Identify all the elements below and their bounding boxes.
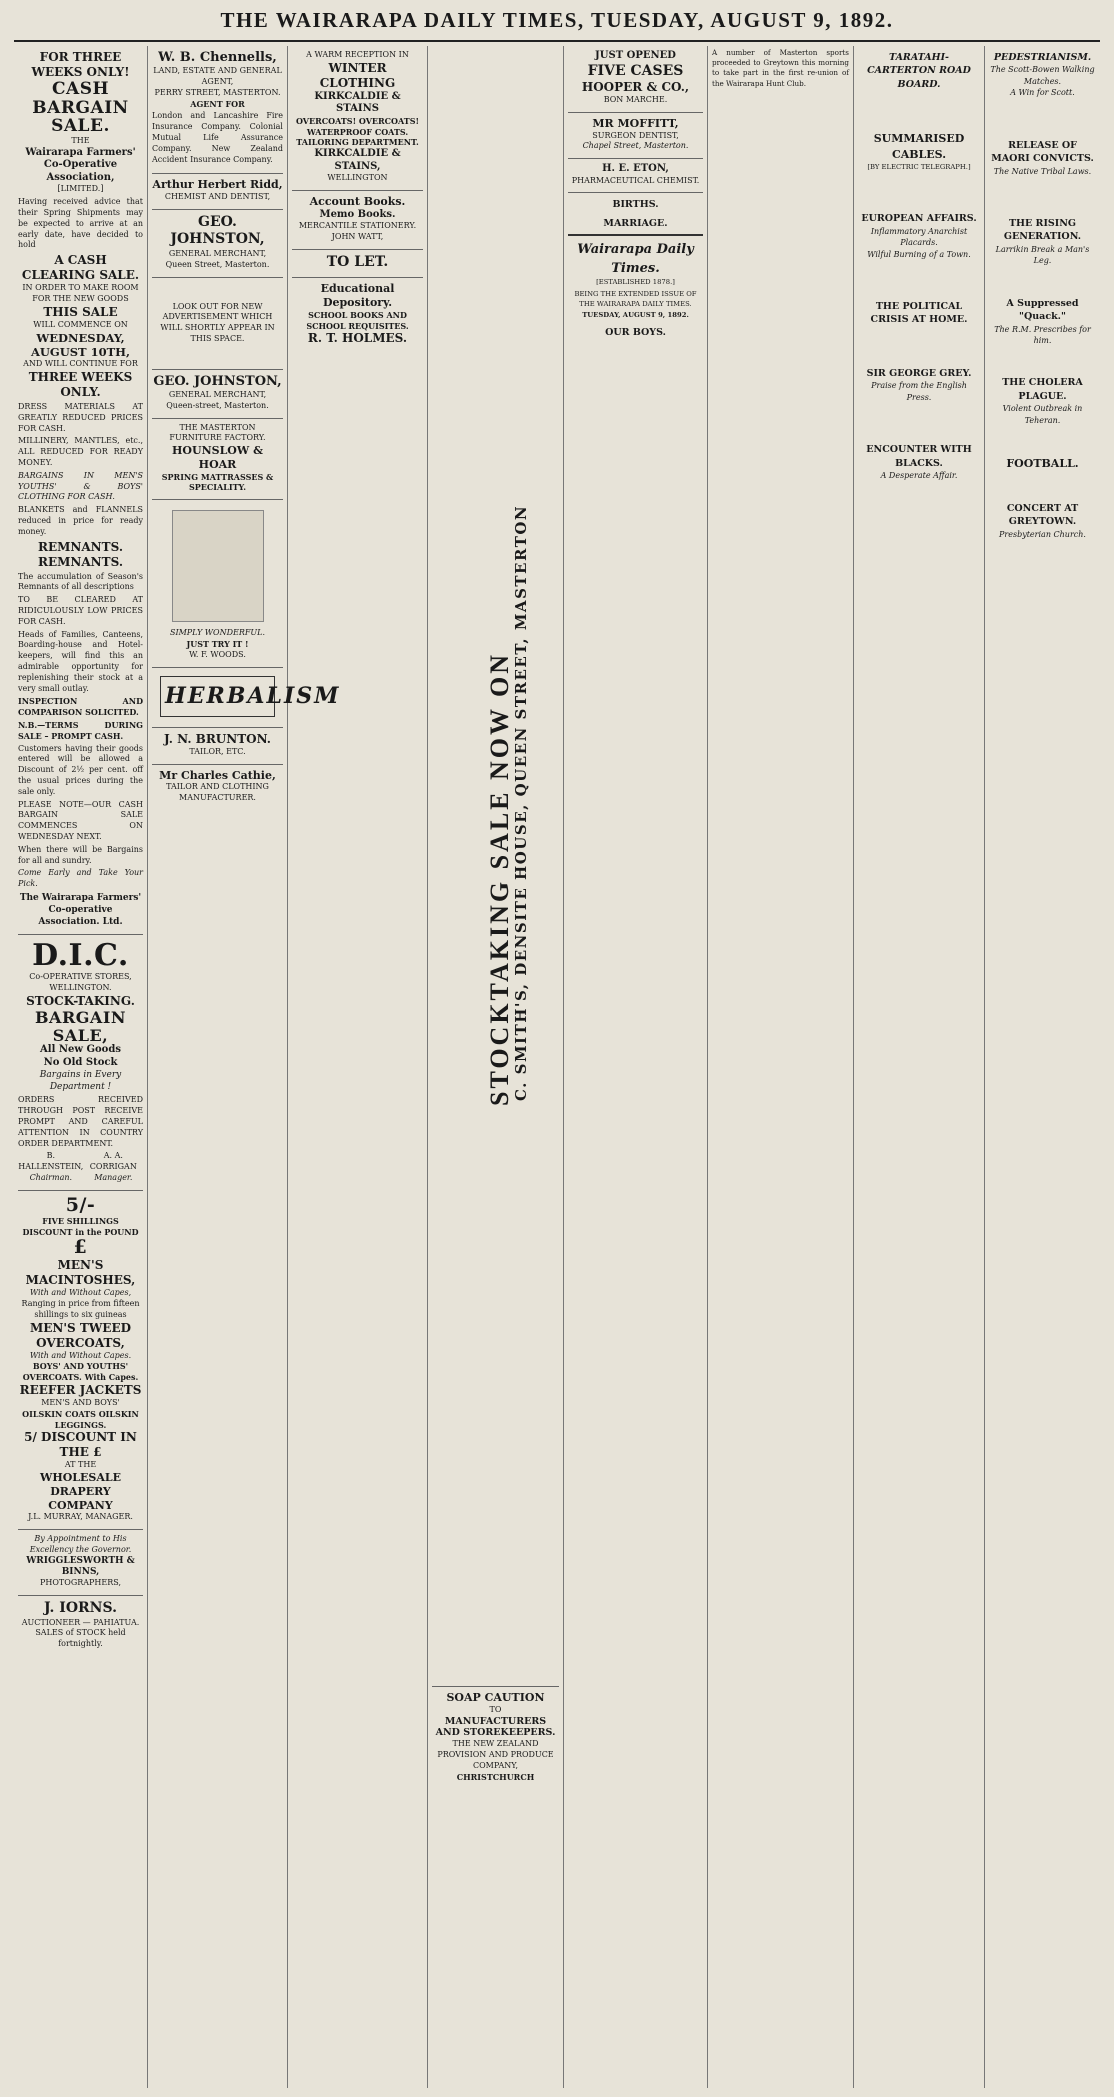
- ad-headline: REMNANTS. REMNANTS.: [38, 539, 123, 569]
- column-7: [854, 46, 984, 2088]
- ad-headline: FIVE CASES: [587, 62, 684, 79]
- ad-line: PHARMACEUTICAL CHEMIST.: [571, 175, 700, 185]
- divider: [568, 234, 703, 236]
- subheading: The Native Tribal Laws.: [993, 166, 1092, 176]
- ad-headline: WHOLESALE DRAPERY COMPANY: [39, 1471, 122, 1512]
- ad-line: MEN'S AND BOYS': [41, 1397, 120, 1407]
- iorns-ad: [18, 1596, 143, 1656]
- ad-line: STOCK-TAKING.: [26, 993, 135, 1008]
- ad-line: FOR THREE WEEKS ONLY!: [31, 50, 130, 79]
- ad-line: Co-OPERATIVE STORES, WELLINGTON.: [29, 972, 132, 993]
- ad-line: R. T. HOLMES.: [307, 331, 408, 346]
- subheading: Praise from the English Press.: [871, 381, 967, 402]
- masthead-rule: [14, 40, 1100, 42]
- ad-headline: A CASH CLEARING SALE.: [21, 253, 140, 283]
- ad-line: AT THE: [64, 1460, 97, 1470]
- hooper-ad: [568, 46, 703, 113]
- ad-line: JOHN WATT,: [331, 232, 384, 242]
- ad-line: JUST OPENED: [595, 50, 676, 61]
- ad-line: OVERCOATS! OVERCOATS!: [295, 115, 420, 126]
- ad-headline: W. B. Chennells,: [158, 50, 277, 65]
- signature-row: [18, 1151, 143, 1183]
- account-books-ad: [292, 191, 423, 250]
- ad-headline: CASH BARGAIN SALE.: [32, 79, 129, 137]
- ad-line: W. F. WOODS.: [189, 649, 246, 659]
- column-8: [985, 46, 1100, 2088]
- section-heading: ENCOUNTER WITH BLACKS.: [866, 444, 972, 469]
- byline: [BY ELECTRIC TELEGRAPH.]: [867, 162, 971, 171]
- ad-line: Memo Books.: [319, 208, 396, 220]
- brunton-ad: [152, 728, 283, 765]
- ad-signature: The Wairarapa Farmers' Co-operative Association. Ltd.: [19, 892, 142, 928]
- section-heading: THE POLITICAL CRISIS AT HOME.: [870, 300, 968, 326]
- ad-headline: SOAP CAUTION: [446, 1691, 545, 1704]
- subheading: The R.M. Prescribes for him.: [994, 324, 1091, 345]
- ad-line: MERCANTILE STATIONERY.: [298, 221, 417, 231]
- nameplate-line: BEING THE EXTENDED ISSUE OF THE WAIRARAPA DAILY TIMES.: [574, 289, 697, 308]
- section-heading: THE CHOLERA PLAGUE.: [1002, 377, 1083, 402]
- ad-headline: Mr Charles Cathie,: [159, 768, 276, 782]
- ad-line: [LIMITED.]: [57, 184, 104, 194]
- ad-line: SALES of STOCK held fortnightly.: [35, 1628, 126, 1649]
- column-4: [428, 46, 563, 2088]
- ad-headline: WRIGGLESWORTH & BINNS,: [26, 1555, 135, 1578]
- column-3: [288, 46, 427, 2088]
- ad-line: AGENT FOR: [190, 98, 245, 109]
- soap-ad: [432, 1686, 559, 1788]
- ad-line: WELLINGTON: [327, 173, 388, 183]
- ad-headline: KIRKCALDIE & STAINS: [314, 90, 401, 115]
- ad-line: THE NEW ZEALAND PROVISION AND PRODUCE COMPANY,: [437, 1739, 554, 1770]
- ad-line: J.L. MURRAY, MANAGER.: [28, 1512, 133, 1522]
- ad-body: Having received advice that their Spring Shipments may be expected to arrive at an early date, have decided to hold: [18, 197, 143, 250]
- ad-headline: GEO. JOHNSTON,: [170, 213, 265, 248]
- ad-headline: BARGAIN SALE,: [35, 1007, 126, 1045]
- ad-line: Chairman.: [29, 1173, 73, 1183]
- nameplate-line: [ESTABLISHED 1878.]: [596, 278, 675, 287]
- ad-line: SPRING MATTRASSES & SPECIALITY.: [161, 471, 274, 493]
- tolet-ad: [292, 250, 423, 279]
- eton-ad: [568, 159, 703, 193]
- herbalism-ad: [152, 668, 341, 728]
- ad-headline: D.I.C.: [32, 938, 129, 974]
- ad-line: WATERPROOF COATS.: [306, 126, 409, 137]
- ad-line: BLANKETS and FLANNELS reduced in price for ready money.: [18, 505, 143, 536]
- ad-line: Manager.: [94, 1173, 133, 1183]
- subheading: Larrikin Break a Man's Leg.: [995, 244, 1090, 266]
- ad-line: When there will be Bargains for all and sundry.: [18, 844, 143, 865]
- ad-line: THE: [71, 136, 90, 146]
- ad-line: TAILOR, ETC.: [189, 746, 246, 756]
- ad-line: THIS SALE: [43, 304, 118, 319]
- ad-headline: HOOPER & CO.,: [581, 80, 690, 94]
- ad-line: BOYS' AND YOUTHS' OVERCOATS. With Capes.: [22, 1361, 139, 1383]
- ad-line: GENERAL MERCHANT,: [168, 390, 267, 399]
- vertical-ad: [432, 46, 559, 1686]
- section-heading: THE RISING GENERATION.: [1003, 217, 1082, 243]
- ad-headline: Arthur Herbert Ridd,: [152, 178, 283, 192]
- cash-bargain-ad: [18, 46, 143, 935]
- subheading: A Desperate Affair.: [880, 471, 958, 481]
- cathie-ad: [152, 765, 283, 810]
- ad-body: Heads of Families, Canteens, Boarding-house and Hotel-keepers, will find this an admirable opportunity for replenishing their stock at a very small outlay.: [18, 629, 143, 693]
- ad-line: BON MARCHE.: [603, 95, 668, 104]
- ad-headline: J. IORNS.: [44, 1600, 117, 1617]
- ad-headline: WEDNESDAY, AUGUST 10TH,: [30, 330, 131, 359]
- ad-headline: H. E. ETON,: [602, 163, 669, 175]
- ad-line: AUCTIONEER — PAHIATUA.: [21, 1617, 140, 1627]
- ad-headline: TO LET.: [326, 253, 389, 270]
- section-heading: A Suppressed "Quack.": [1006, 297, 1079, 323]
- column-6: [708, 46, 853, 2088]
- section-heading: SUMMARISED CABLES.: [873, 132, 965, 162]
- ad-line: MANUFACTURERS AND STOREKEEPERS.: [435, 1715, 556, 1739]
- ad-line: A. A. CORRIGAN: [89, 1151, 137, 1172]
- ad-line: PHOTOGRAPHERS,: [40, 1578, 121, 1588]
- ad-line: N.B.—TERMS DURING SALE – PROMPT CASH.: [18, 720, 143, 741]
- ad-line: TAILORING DEPARTMENT.: [296, 137, 419, 148]
- ad-body: ORDERS RECEIVED THROUGH POST RECEIVE PROMPT AND CAREFUL ATTENTION IN COUNTRY ORDER DEPARTMENT.: [18, 1095, 143, 1148]
- ad-headline: Educational Depository.: [320, 282, 395, 310]
- subheading: Inflammatory Anarchist Placards.: [870, 226, 968, 248]
- dic-ad: [18, 935, 143, 1190]
- ad-headline: MR MOFFITT,: [592, 116, 679, 130]
- ad-headline: J. N. BRUNTON.: [164, 731, 271, 746]
- ad-line: All New Goods: [40, 1044, 121, 1056]
- column-1: [14, 46, 147, 2088]
- ad-headline: GEO. JOHNSTON,: [153, 373, 282, 389]
- lookout-ad: [152, 278, 283, 370]
- ad-line: THREE WEEKS ONLY.: [28, 370, 133, 400]
- educational-ad: [292, 278, 423, 352]
- ad-line: CHRISTCHURCH: [456, 1771, 535, 1782]
- subheading: Violent Outbreak in Teheran.: [1002, 404, 1083, 425]
- ad-line: REEFER JACKETS: [19, 1382, 142, 1397]
- ad-headline: MEN'S MACINTOSHES,: [25, 1258, 136, 1288]
- section-heading: EUROPEAN AFFAIRS.: [861, 213, 977, 225]
- ad-line: BARGAINS IN MEN'S YOUTHS' & BOYS' CLOTHING FOR CASH.: [18, 470, 143, 502]
- ad-line: IN ORDER TO MAKE ROOM FOR THE NEW GOODS: [22, 283, 139, 303]
- subheading: Wilful Burning of a Town.: [867, 249, 971, 259]
- ad-line: With and Without Capes.: [29, 1350, 132, 1360]
- kirkcaldie-ad: [292, 46, 423, 191]
- ad-line: A WARM RECEPTION IN: [306, 50, 409, 59]
- ad-line: SURGEON DENTIST,: [592, 130, 679, 140]
- ad-line: FIVE SHILLINGS DISCOUNT in the POUND: [22, 1215, 139, 1237]
- ad-line: With and Without Capes,: [29, 1288, 132, 1298]
- ad-headline: 5/-: [65, 1193, 96, 1216]
- issue-date: TUESDAY, AUGUST 9, 1892.: [582, 311, 689, 320]
- section-heading: PEDESTRIANISM.: [993, 52, 1092, 63]
- ad-line: 5/ DISCOUNT IN THE £: [24, 1430, 137, 1460]
- ad-line: Queen-street, Masterton.: [166, 400, 269, 410]
- ad-line: TAILOR AND CLOTHING MANUFACTURER.: [166, 782, 269, 803]
- ad-line: Come Early and Take Your Pick.: [18, 868, 143, 889]
- ad-line: Ranging in price from fifteen shillings to six guineas: [21, 1298, 140, 1319]
- moffitt-ad: [568, 113, 703, 159]
- ad-line: £: [73, 1236, 88, 1259]
- ad-line: No Old Stock: [43, 1056, 118, 1068]
- ad-line: LOOK OUT FOR NEW ADVERTISEMENT WHICH WILL SHORTLY APPEAR IN THIS SPACE.: [160, 301, 275, 343]
- ad-line: Bargains in Every Department !: [39, 1070, 122, 1093]
- ad-line: Wairarapa Farmers' Co-Operative Association,: [25, 146, 136, 183]
- news-paragraph: A number of Masterton sports proceeded to Greytown this morning to take part in the first re-union of the Wairarapa Hunt Club.: [712, 48, 849, 88]
- masthead-title: THE WAIRARAPA DAILY TIMES, TUESDAY, AUGUST 9, 1892.: [220, 8, 894, 32]
- ad-line: PLEASE NOTE—OUR CASH BARGAIN SALE COMMENCES ON WEDNESDAY NEXT.: [18, 799, 143, 841]
- ad-body: Customers having their goods entered will be allowed a Discount of 2½ per cent. off the usual prices during the sale only.: [18, 743, 143, 796]
- ad-line: JUST TRY IT !: [186, 639, 249, 650]
- ad-line: SIMPLY WONDERFUL.: [169, 628, 266, 638]
- section-heading: FOOTBALL.: [1006, 456, 1079, 470]
- discount-ad: [18, 1191, 143, 1530]
- wonderful-ad: [152, 500, 283, 667]
- ad-line: THE MASTERTON FURNITURE FACTORY.: [169, 422, 266, 443]
- ad-headline: HOUNSLOW & HOAR: [172, 444, 263, 471]
- section-heading: TARATAHI-CARTERTON ROAD BOARD.: [867, 52, 971, 90]
- chennells-ad: [152, 46, 283, 174]
- section-heading: CONCERT AT GREYTOWN.: [1006, 502, 1079, 528]
- subheading: Presbyterian Church.: [999, 529, 1086, 539]
- section-heading: RELEASE OF MAORI CONVICTS.: [991, 139, 1094, 165]
- paper-nameplate: Wairarapa Daily Times.: [577, 242, 694, 276]
- ad-line: SCHOOL BOOKS AND SCHOOL REQUISITES.: [306, 309, 409, 331]
- ad-headline: Account Books.: [309, 194, 406, 208]
- ridd-ad: [152, 174, 283, 210]
- photographer-ad: [18, 1530, 143, 1596]
- herbalism-logo: HERBALISM: [160, 676, 275, 717]
- ad-line: B. HALLENSTEIN,: [18, 1151, 84, 1172]
- ad-line: PERRY STREET, MASTERTON.: [154, 87, 281, 97]
- ad-line: TO BE CLEARED AT RIDICULOUSLY LOW PRICES FOR CASH.: [18, 595, 143, 626]
- johnston-ad-2: [152, 370, 283, 419]
- column-2: [148, 46, 341, 2088]
- ad-headline: WINTER CLOTHING: [319, 60, 396, 90]
- ad-line: GENERAL MERCHANT,: [168, 248, 267, 258]
- ad-line: OILSKIN COATS OILSKIN LEGGINGS.: [22, 1408, 139, 1430]
- subheading: The Scott-Bowen Walking Matches.: [990, 65, 1095, 86]
- ad-line: AND WILL CONTINUE FOR: [23, 359, 138, 369]
- section-heading: BIRTHS.: [612, 199, 659, 211]
- ad-line: By Appointment to His Excellency the Governor.: [29, 1534, 132, 1554]
- ad-line: Queen Street, Masterton.: [165, 259, 270, 269]
- ad-line: MILLINERY, MANTLES, etc., ALL REDUCED FOR READY MONEY.: [18, 436, 143, 468]
- vertical-subline: C. SMITH'S, DENSITE HOUSE, QUEEN STREET, MASTERTON: [512, 504, 530, 1101]
- ad-line: Chapel Street, Masterton.: [582, 141, 689, 151]
- subheading: A Win for Scott.: [1010, 88, 1075, 98]
- engraving-illustration: [172, 510, 264, 622]
- section-heading: SIR GEORGE GREY.: [866, 367, 972, 379]
- editorial-heading: OUR BOYS.: [605, 326, 666, 338]
- ad-line: INSPECTION AND COMPARISON SOLICITED.: [18, 696, 143, 718]
- furniture-ad: [152, 419, 283, 501]
- column-5: [564, 46, 707, 2088]
- ad-line: The accumulation of Season's Remnants of all descriptions: [18, 571, 143, 592]
- section-heading: MARRIAGE.: [603, 217, 668, 229]
- ad-line: CHEMIST AND DENTIST,: [164, 192, 271, 202]
- ad-body: London and Lancashire Fire Insurance Company. Colonial Mutual Life Assurance Company. New Zealand Accident Insurance Company.: [152, 111, 283, 164]
- ad-line: LAND, ESTATE AND GENERAL AGENT,: [153, 66, 282, 87]
- ad-line: DRESS MATERIALS AT GREATLY REDUCED PRICES FOR CASH.: [18, 402, 143, 433]
- ad-line: TO: [489, 1704, 502, 1714]
- ad-line: WILL COMMENCE ON: [33, 319, 128, 329]
- ad-headline: KIRKCALDIE & STAINS,: [314, 148, 401, 172]
- vertical-headline: STOCKTAKING SALE NOW ON: [485, 651, 514, 1106]
- johnston-ad: [152, 210, 283, 278]
- ad-headline: MEN'S TWEED OVERCOATS,: [29, 1320, 132, 1350]
